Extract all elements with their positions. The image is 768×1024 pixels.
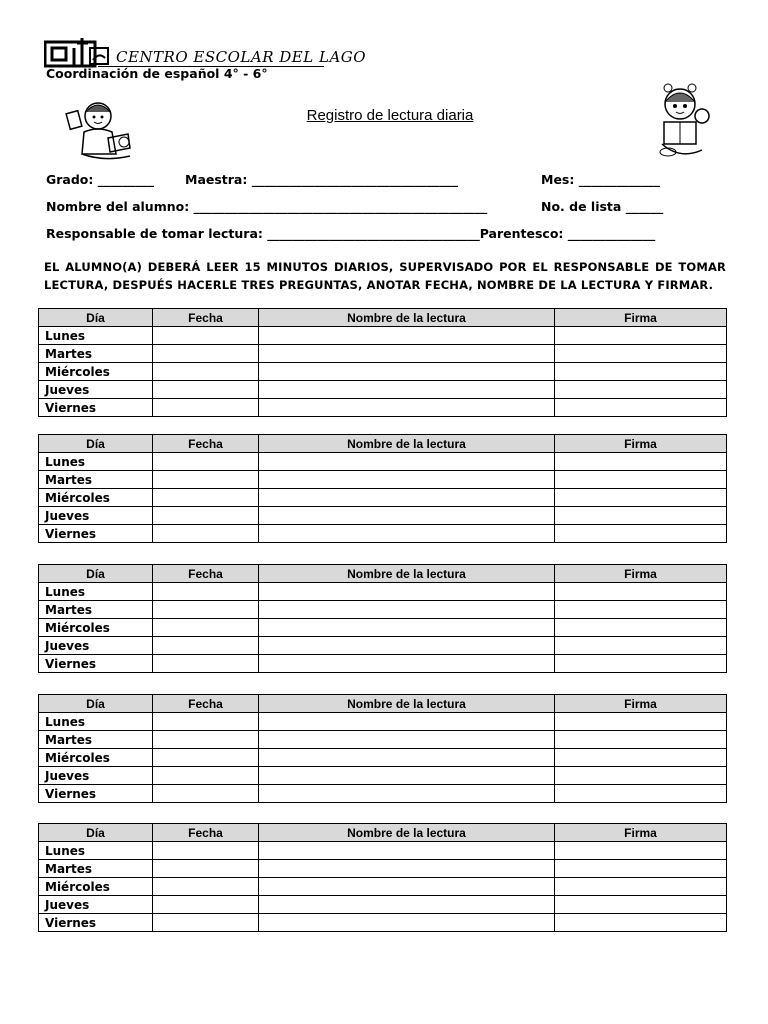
lectura-cell[interactable] bbox=[259, 453, 555, 471]
fecha-cell[interactable] bbox=[153, 842, 259, 860]
column-header: Día bbox=[39, 695, 153, 713]
table-row bbox=[39, 583, 727, 601]
reading-log-table bbox=[38, 308, 727, 417]
column-header: Fecha bbox=[153, 309, 259, 327]
fecha-cell[interactable] bbox=[153, 749, 259, 767]
fecha-cell[interactable] bbox=[153, 878, 259, 896]
fecha-cell[interactable] bbox=[153, 767, 259, 785]
fecha-cell[interactable] bbox=[153, 731, 259, 749]
lectura-cell[interactable] bbox=[259, 637, 555, 655]
lectura-cell[interactable] bbox=[259, 363, 555, 381]
table-row bbox=[39, 914, 727, 932]
fecha-cell[interactable] bbox=[153, 453, 259, 471]
table-row bbox=[39, 749, 727, 767]
fecha-cell[interactable] bbox=[153, 471, 259, 489]
table-row bbox=[39, 453, 727, 471]
reading-log-table bbox=[38, 434, 727, 543]
day-cell: Jueves bbox=[39, 896, 153, 914]
firma-cell[interactable] bbox=[555, 842, 727, 860]
table-row bbox=[39, 896, 727, 914]
firma-cell[interactable] bbox=[555, 860, 727, 878]
fecha-cell[interactable] bbox=[153, 327, 259, 345]
table-row bbox=[39, 399, 727, 417]
table-row bbox=[39, 713, 727, 731]
firma-cell[interactable] bbox=[555, 731, 727, 749]
day-cell: Lunes bbox=[39, 453, 153, 471]
lectura-cell[interactable] bbox=[259, 489, 555, 507]
page-title: Registro de lectura diaria bbox=[306, 107, 474, 124]
table-row bbox=[39, 489, 727, 507]
day-cell: Jueves bbox=[39, 637, 153, 655]
firma-cell[interactable] bbox=[555, 785, 727, 803]
firma-cell[interactable] bbox=[555, 619, 727, 637]
lectura-cell[interactable] bbox=[259, 713, 555, 731]
table-header-row bbox=[39, 309, 727, 327]
lectura-cell[interactable] bbox=[259, 749, 555, 767]
day-cell: Viernes bbox=[39, 399, 153, 417]
table-header-row bbox=[39, 695, 727, 713]
fecha-cell[interactable] bbox=[153, 619, 259, 637]
lectura-cell[interactable] bbox=[259, 914, 555, 932]
column-header: Día bbox=[39, 824, 153, 842]
table-row bbox=[39, 860, 727, 878]
fecha-cell[interactable] bbox=[153, 507, 259, 525]
fecha-cell[interactable] bbox=[153, 399, 259, 417]
column-header: Fecha bbox=[153, 824, 259, 842]
column-header: Día bbox=[39, 309, 153, 327]
reading-log-table bbox=[38, 823, 727, 932]
fecha-cell[interactable] bbox=[153, 637, 259, 655]
reading-log-table bbox=[38, 694, 727, 803]
day-cell: Viernes bbox=[39, 525, 153, 543]
column-header: Firma bbox=[555, 695, 727, 713]
fecha-cell[interactable] bbox=[153, 363, 259, 381]
column-header: Fecha bbox=[153, 435, 259, 453]
column-header: Firma bbox=[555, 435, 727, 453]
firma-cell[interactable] bbox=[555, 327, 727, 345]
column-header: Nombre de la lectura bbox=[259, 435, 555, 453]
lectura-cell[interactable] bbox=[259, 525, 555, 543]
lectura-cell[interactable] bbox=[259, 860, 555, 878]
responsable-field[interactable]: Responsable de tomar lectura: __________________________________Parentesco: ______________ bbox=[46, 226, 656, 241]
day-cell: Miércoles bbox=[39, 489, 153, 507]
lectura-cell[interactable] bbox=[259, 601, 555, 619]
column-header: Firma bbox=[555, 309, 727, 327]
column-header: Nombre de la lectura bbox=[259, 695, 555, 713]
lectura-cell[interactable] bbox=[259, 767, 555, 785]
table-row bbox=[39, 381, 727, 399]
school-name: CENTRO ESCOLAR DEL LAGO bbox=[116, 48, 367, 66]
column-header: Fecha bbox=[153, 565, 259, 583]
column-header: Fecha bbox=[153, 695, 259, 713]
day-cell: Martes bbox=[39, 860, 153, 878]
column-header: Nombre de la lectura bbox=[259, 824, 555, 842]
column-header: Día bbox=[39, 435, 153, 453]
table-row bbox=[39, 345, 727, 363]
firma-cell[interactable] bbox=[555, 583, 727, 601]
day-cell: Miércoles bbox=[39, 749, 153, 767]
column-header: Nombre de la lectura bbox=[259, 565, 555, 583]
lectura-cell[interactable] bbox=[259, 471, 555, 489]
day-cell: Viernes bbox=[39, 785, 153, 803]
fecha-cell[interactable] bbox=[153, 860, 259, 878]
day-cell: Viernes bbox=[39, 655, 153, 673]
fecha-cell[interactable] bbox=[153, 713, 259, 731]
day-cell: Miércoles bbox=[39, 619, 153, 637]
column-header: Firma bbox=[555, 824, 727, 842]
firma-cell[interactable] bbox=[555, 471, 727, 489]
firma-cell[interactable] bbox=[555, 399, 727, 417]
fecha-cell[interactable] bbox=[153, 525, 259, 543]
day-cell: Lunes bbox=[39, 713, 153, 731]
firma-cell[interactable] bbox=[555, 363, 727, 381]
day-cell: Martes bbox=[39, 601, 153, 619]
table-row bbox=[39, 842, 727, 860]
table-header-row bbox=[39, 435, 727, 453]
firma-cell[interactable] bbox=[555, 878, 727, 896]
lectura-cell[interactable] bbox=[259, 655, 555, 673]
lectura-cell[interactable] bbox=[259, 381, 555, 399]
fecha-cell[interactable] bbox=[153, 601, 259, 619]
day-cell: Miércoles bbox=[39, 363, 153, 381]
table-row bbox=[39, 655, 727, 673]
firma-cell[interactable] bbox=[555, 713, 727, 731]
column-header: Nombre de la lectura bbox=[259, 309, 555, 327]
mes-field[interactable]: Mes: _____________ bbox=[541, 172, 660, 187]
firma-cell[interactable] bbox=[555, 655, 727, 673]
grado-field[interactable]: Grado: _________ bbox=[46, 172, 154, 187]
lectura-cell[interactable] bbox=[259, 327, 555, 345]
firma-cell[interactable] bbox=[555, 896, 727, 914]
instructions-text: EL ALUMNO(A) DEBERÁ LEER 15 MINUTOS DIARIOS, SUPERVISADO POR EL RESPONSABLE DE TOMAR LECTURA, DESPUÉS HACERLE TRES PREGUNTAS, ANOTAR FECHA, NOMBRE DE LA LECTURA Y FIRMAR. bbox=[44, 260, 726, 292]
reading-log-table bbox=[38, 564, 727, 673]
firma-cell[interactable] bbox=[555, 381, 727, 399]
table-row bbox=[39, 731, 727, 749]
column-header: Día bbox=[39, 565, 153, 583]
table-row bbox=[39, 637, 727, 655]
firma-cell[interactable] bbox=[555, 345, 727, 363]
table-row bbox=[39, 327, 727, 345]
coordination-label: Coordinación de español 4° - 6° bbox=[46, 66, 268, 81]
day-cell: Miércoles bbox=[39, 878, 153, 896]
day-cell: Jueves bbox=[39, 507, 153, 525]
day-cell: Lunes bbox=[39, 842, 153, 860]
fecha-cell[interactable] bbox=[153, 896, 259, 914]
day-cell: Lunes bbox=[39, 327, 153, 345]
day-cell: Martes bbox=[39, 471, 153, 489]
fecha-cell[interactable] bbox=[153, 345, 259, 363]
fecha-cell[interactable] bbox=[153, 489, 259, 507]
firma-cell[interactable] bbox=[555, 507, 727, 525]
lectura-cell[interactable] bbox=[259, 345, 555, 363]
firma-cell[interactable] bbox=[555, 914, 727, 932]
lectura-cell[interactable] bbox=[259, 896, 555, 914]
table-row bbox=[39, 785, 727, 803]
lista-field[interactable]: No. de lista ______ bbox=[541, 199, 664, 214]
fecha-cell[interactable] bbox=[153, 583, 259, 601]
day-cell: Lunes bbox=[39, 583, 153, 601]
firma-cell[interactable] bbox=[555, 525, 727, 543]
table-row bbox=[39, 507, 727, 525]
firma-cell[interactable] bbox=[555, 749, 727, 767]
table-header-row bbox=[39, 565, 727, 583]
table-row bbox=[39, 471, 727, 489]
maestra-field[interactable]: Maestra: _________________________________ bbox=[185, 172, 458, 187]
day-cell: Jueves bbox=[39, 767, 153, 785]
day-cell: Viernes bbox=[39, 914, 153, 932]
table-row bbox=[39, 525, 727, 543]
fecha-cell[interactable] bbox=[153, 785, 259, 803]
lectura-cell[interactable] bbox=[259, 583, 555, 601]
column-header: Firma bbox=[555, 565, 727, 583]
day-cell: Jueves bbox=[39, 381, 153, 399]
lectura-cell[interactable] bbox=[259, 842, 555, 860]
firma-cell[interactable] bbox=[555, 453, 727, 471]
fecha-cell[interactable] bbox=[153, 914, 259, 932]
fecha-cell[interactable] bbox=[153, 655, 259, 673]
firma-cell[interactable] bbox=[555, 601, 727, 619]
firma-cell[interactable] bbox=[555, 767, 727, 785]
lectura-cell[interactable] bbox=[259, 731, 555, 749]
table-row bbox=[39, 601, 727, 619]
table-header-row bbox=[39, 824, 727, 842]
day-cell: Martes bbox=[39, 345, 153, 363]
table-row bbox=[39, 363, 727, 381]
alumno-field[interactable]: Nombre del alumno: _______________________________________________ bbox=[46, 199, 488, 214]
lectura-cell[interactable] bbox=[259, 619, 555, 637]
table-row bbox=[39, 878, 727, 896]
lectura-cell[interactable] bbox=[259, 878, 555, 896]
day-cell: Martes bbox=[39, 731, 153, 749]
firma-cell[interactable] bbox=[555, 637, 727, 655]
fecha-cell[interactable] bbox=[153, 381, 259, 399]
table-row bbox=[39, 619, 727, 637]
lectura-cell[interactable] bbox=[259, 507, 555, 525]
firma-cell[interactable] bbox=[555, 489, 727, 507]
lectura-cell[interactable] bbox=[259, 399, 555, 417]
lectura-cell[interactable] bbox=[259, 785, 555, 803]
table-row bbox=[39, 767, 727, 785]
